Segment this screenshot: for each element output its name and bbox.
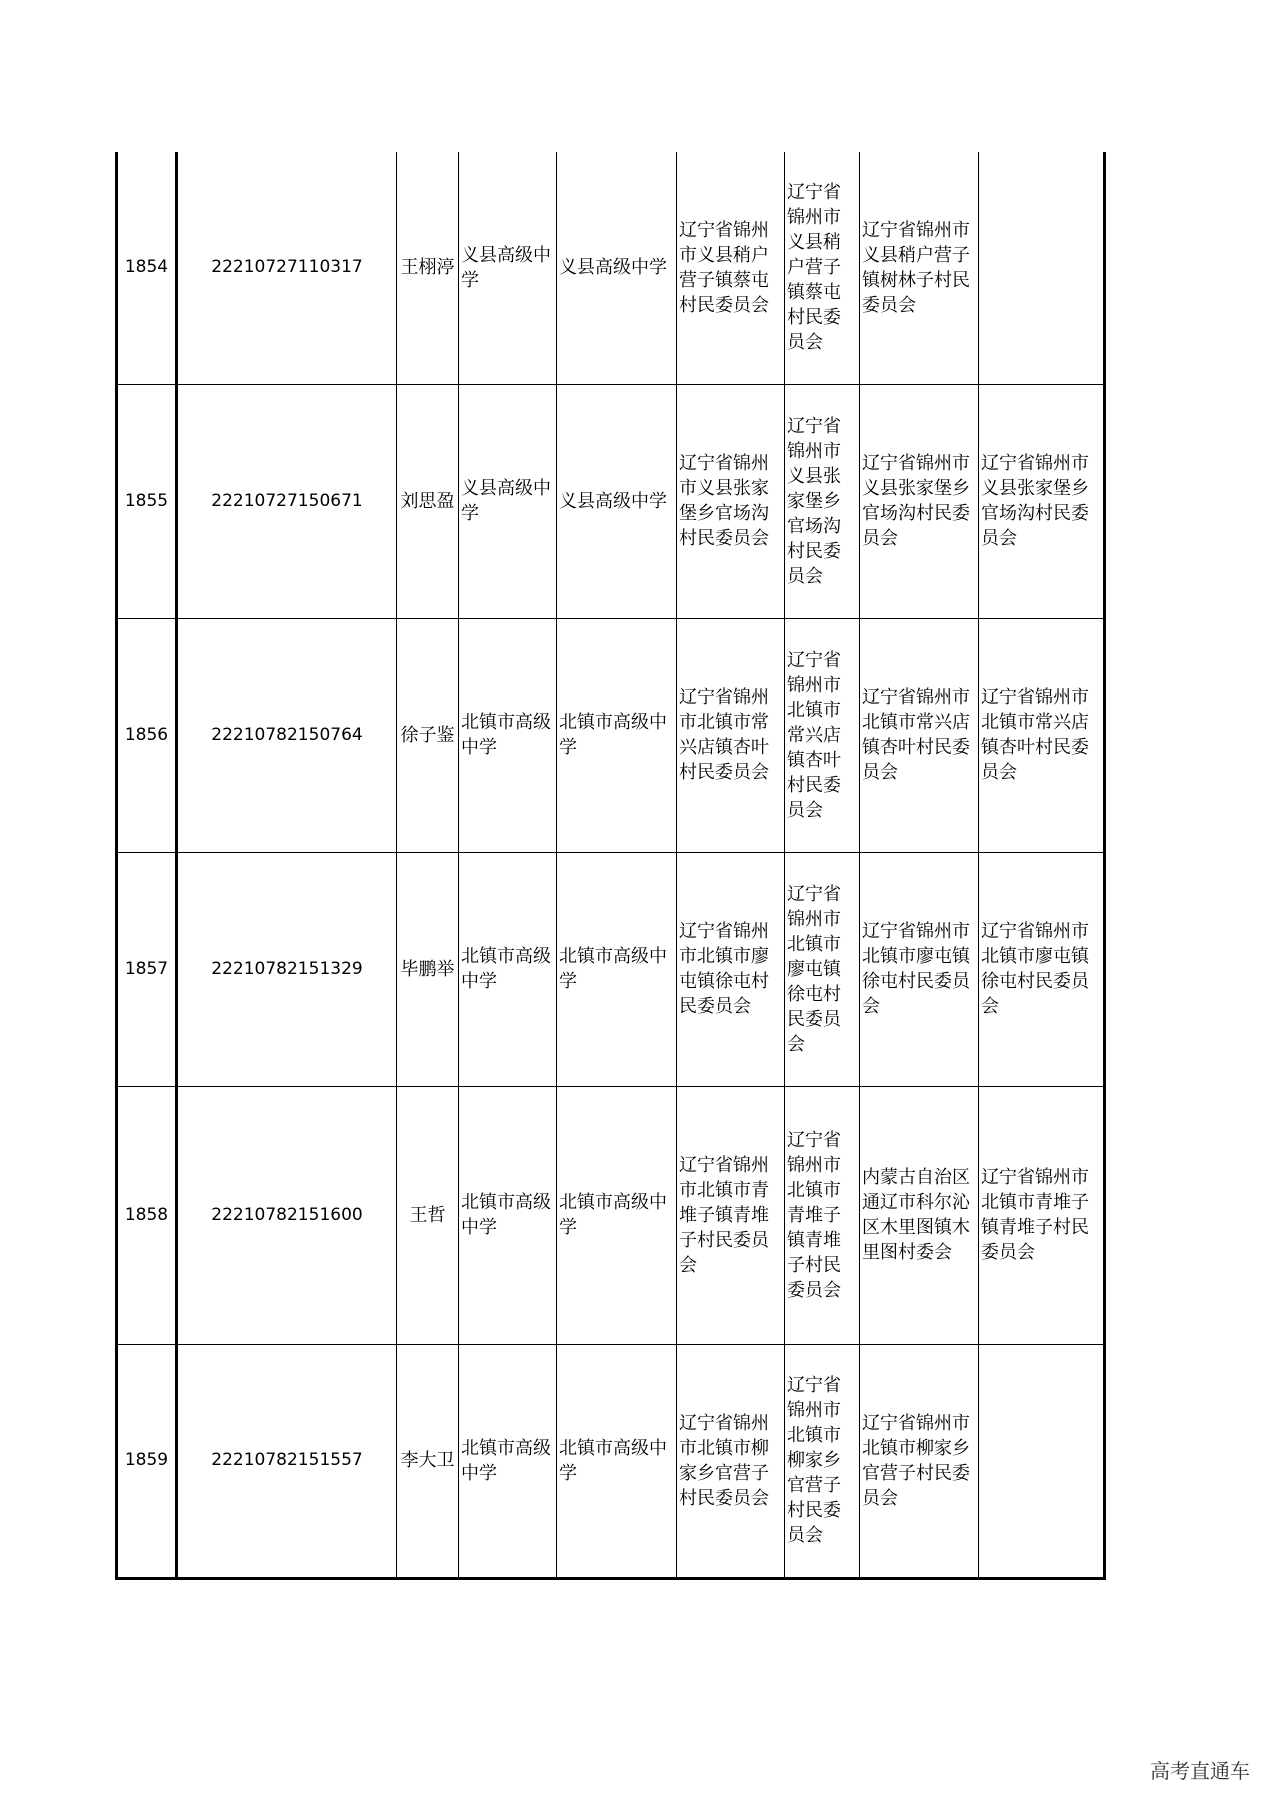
school-name: 义县高级中学 <box>459 152 557 384</box>
row-index: 1856 <box>117 618 177 852</box>
address-3: 辽宁省锦州市北镇市常兴店镇杏叶村民委员会 <box>860 618 979 852</box>
candidate-id: 22210727150671 <box>177 384 397 618</box>
school-name-2: 北镇市高级中学 <box>557 1086 677 1344</box>
address-3: 内蒙古自治区通辽市科尔沁区木里图镇木里图村委会 <box>860 1086 979 1344</box>
address-3: 辽宁省锦州市北镇市柳家乡官营子村民委员会 <box>860 1344 979 1578</box>
school-name: 北镇市高级中学 <box>459 618 557 852</box>
school-name-2: 北镇市高级中学 <box>557 618 677 852</box>
row-index: 1858 <box>117 1086 177 1344</box>
address-4: 辽宁省锦州市北镇市常兴店镇杏叶村民委员会 <box>979 618 1105 852</box>
school-name-2: 义县高级中学 <box>557 384 677 618</box>
row-index: 1857 <box>117 852 177 1086</box>
roster-body <box>117 152 1105 1578</box>
school-name-2: 义县高级中学 <box>557 152 677 384</box>
row-index: 1859 <box>117 1344 177 1578</box>
address-1: 辽宁省锦州市义县张家堡乡官场沟村民委员会 <box>677 384 785 618</box>
address-4 <box>979 152 1105 384</box>
candidate-id: 22210727110317 <box>177 152 397 384</box>
table-row <box>117 1344 1105 1578</box>
school-name-2: 北镇市高级中学 <box>557 1344 677 1578</box>
address-2: 辽宁省锦州市北镇市常兴店镇杏叶村民委员会 <box>785 618 860 852</box>
address-2: 辽宁省锦州市义县张家堡乡官场沟村民委员会 <box>785 384 860 618</box>
candidate-name: 李大卫 <box>397 1344 459 1578</box>
address-1: 辽宁省锦州市北镇市廖屯镇徐屯村民委员会 <box>677 852 785 1086</box>
table-row <box>117 618 1105 852</box>
table-row <box>117 852 1105 1086</box>
address-2: 辽宁省锦州市北镇市柳家乡官营子村民委员会 <box>785 1344 860 1578</box>
address-4: 辽宁省锦州市北镇市廖屯镇徐屯村民委员会 <box>979 852 1105 1086</box>
address-2: 辽宁省锦州市北镇市廖屯镇徐屯村民委员会 <box>785 852 860 1086</box>
candidate-id: 22210782150764 <box>177 618 397 852</box>
school-name: 义县高级中学 <box>459 384 557 618</box>
address-2: 辽宁省锦州市北镇市青堆子镇青堆子村民委员会 <box>785 1086 860 1344</box>
candidate-name: 刘思盈 <box>397 384 459 618</box>
address-3: 辽宁省锦州市义县稍户营子镇树林子村民委员会 <box>860 152 979 384</box>
school-name: 北镇市高级中学 <box>459 1344 557 1578</box>
address-1: 辽宁省锦州市北镇市常兴店镇杏叶村民委员会 <box>677 618 785 852</box>
watermark-text: 高考直通车 <box>1150 1759 1250 1783</box>
candidate-id: 22210782151557 <box>177 1344 397 1578</box>
address-4: 辽宁省锦州市北镇市青堆子镇青堆子村民委员会 <box>979 1086 1105 1344</box>
candidate-name: 王栩渟 <box>397 152 459 384</box>
address-1: 辽宁省锦州市义县稍户营子镇蔡屯村民委员会 <box>677 152 785 384</box>
table-row <box>117 1086 1105 1344</box>
candidate-id: 22210782151600 <box>177 1086 397 1344</box>
row-index: 1854 <box>117 152 177 384</box>
address-3: 辽宁省锦州市北镇市廖屯镇徐屯村民委员会 <box>860 852 979 1086</box>
candidate-name: 王哲 <box>397 1086 459 1344</box>
address-1: 辽宁省锦州市北镇市青堆子镇青堆子村民委员会 <box>677 1086 785 1344</box>
candidate-name: 毕鹏举 <box>397 852 459 1086</box>
address-2: 辽宁省锦州市义县稍户营子镇蔡屯村民委员会 <box>785 152 860 384</box>
school-name: 北镇市高级中学 <box>459 852 557 1086</box>
school-name: 北镇市高级中学 <box>459 1086 557 1344</box>
school-name-2: 北镇市高级中学 <box>557 852 677 1086</box>
table-row <box>117 152 1105 384</box>
candidate-id: 22210782151329 <box>177 852 397 1086</box>
address-3: 辽宁省锦州市义县张家堡乡官场沟村民委员会 <box>860 384 979 618</box>
row-index: 1855 <box>117 384 177 618</box>
address-4: 辽宁省锦州市义县张家堡乡官场沟村民委员会 <box>979 384 1105 618</box>
table-row <box>117 384 1105 618</box>
address-1: 辽宁省锦州市北镇市柳家乡官营子村民委员会 <box>677 1344 785 1578</box>
address-4 <box>979 1344 1105 1578</box>
roster-table <box>115 152 1106 1580</box>
candidate-name: 徐子鉴 <box>397 618 459 852</box>
